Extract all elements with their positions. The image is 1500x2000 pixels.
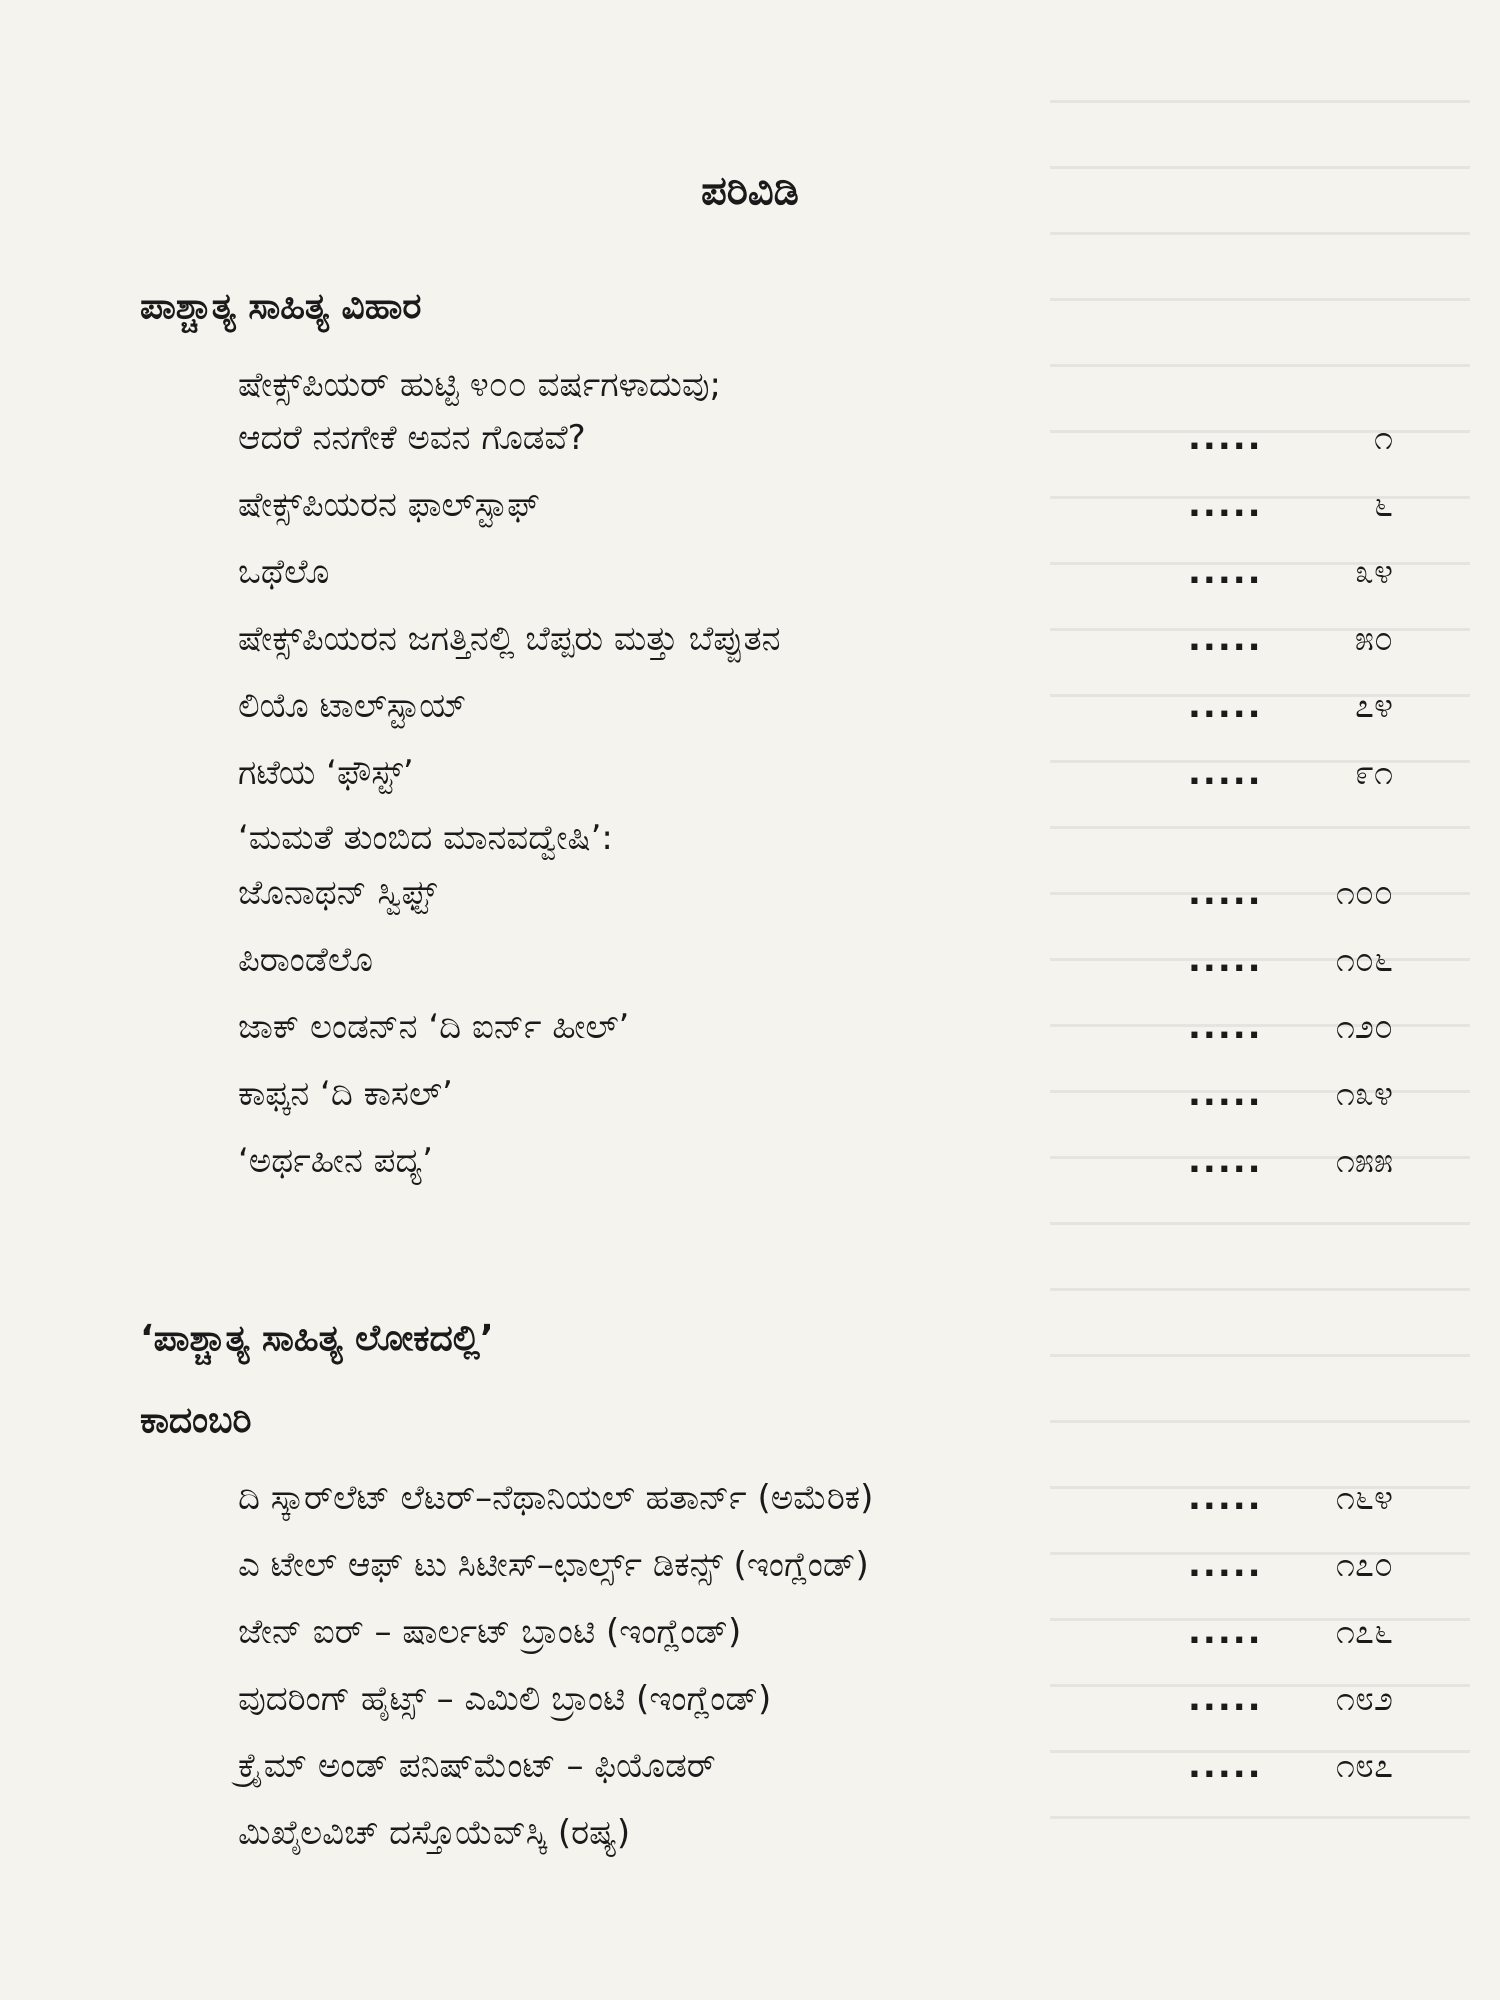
leader-dots: ..... [1188, 1141, 1263, 1181]
entry-line-1: ಷೇಕ್ಸ್‌ಪಿಯರ್ ಹುಟ್ಟಿ ೪೦೦ ವರ್ಷಗಳಾದುವು; [238, 365, 721, 405]
toc-entry [238, 606, 1393, 672]
page-number: ೧೨೦ [1335, 1007, 1393, 1047]
page-number: ೧೭೬ [1335, 1612, 1393, 1652]
entry-title: ಪಿರಾಂಡೆಲೊ [238, 940, 373, 980]
entry-title: ಷೇಕ್ಸ್‌ಪಿಯರನ ಫಾಲ್‌ಸ್ಟಾಫ್ [238, 485, 540, 525]
entry-title: ವುದರಿಂಗ್ ಹೈಟ್ಸ್ – ಎಮಿಲಿ ಬ್ರಾಂಟಿ (ಇಂಗ್ಲೆಂಡ್) [238, 1679, 772, 1719]
toc-entry [238, 1465, 1393, 1531]
toc-entry [238, 1532, 1393, 1598]
page-number: ೬ [1373, 485, 1393, 525]
toc-entry [238, 472, 1393, 538]
leader-dots: ..... [1188, 1746, 1263, 1786]
entry-line-subtitle: ‘ಮಮತೆ ತುಂಬಿದ ಮಾನವದ್ವೇಷಿ’: [238, 818, 613, 858]
leader-dots: ..... [1188, 485, 1263, 525]
toc-entry [238, 1061, 1393, 1127]
entry-title: ಒಥೆಲೊ [238, 552, 330, 592]
page-number: ೧೫೫ [1335, 1141, 1393, 1181]
entry-title: ಕಾಫ್ಕನ ‘ದಿ ಕಾಸಲ್’ [238, 1074, 453, 1114]
leader-dots: ..... [1188, 619, 1263, 659]
toc-entry [238, 740, 1393, 806]
leader-dots: ..... [1188, 1478, 1263, 1518]
entry-title: ಜಾಕ್ ಲಂಡನ್‌ನ ‘ದಿ ಐರ್ನ್ ಹೀಲ್’ [238, 1007, 630, 1047]
page-number: ೩೪ [1354, 552, 1393, 592]
entry-title: ಷೇಕ್ಸ್‌ಪಿಯರನ ಜಗತ್ತಿನಲ್ಲಿ ಬೆಪ್ಪರು ಮತ್ತು ಬೆಪ್ಪುತನ [238, 619, 781, 659]
entry-line-continuation: ಮಿಖೈಲವಿಚ್ ದಸ್ತೊಯೆವ್‌ಸ್ಕಿ (ರಷ್ಯ) [238, 1813, 631, 1853]
entry-title: ಜೇನ್ ಐರ್ – ಷಾರ್ಲಟ್ ಬ್ರಾಂಟಿ (ಇಂಗ್ಲೆಂಡ್) [238, 1612, 742, 1652]
entry-title: ‘ಅರ್ಥಹೀನ ಪದ್ಯ’ [238, 1141, 433, 1181]
toc-entry [238, 1666, 1393, 1732]
page-number: ೧೩೪ [1335, 1074, 1393, 1114]
toc-entry [238, 1733, 1393, 1799]
toc-entry [238, 860, 1393, 926]
page-number: ೧೭೦ [1335, 1545, 1393, 1585]
toc-entry [238, 405, 1393, 471]
leader-dots: ..... [1188, 1007, 1263, 1047]
leader-dots: ..... [1188, 1074, 1263, 1114]
leader-dots: ..... [1188, 873, 1263, 913]
toc-entry [238, 994, 1393, 1060]
entry-title: ಜೊನಾಥನ್ ಸ್ವಿಫ್ಟ್ [238, 873, 437, 913]
entry-title: ದಿ ಸ್ಕಾರ್‌ಲೆಟ್ ಲೆಟರ್–ನೆಥಾನಿಯಲ್ ಹತಾರ್ನ್ (ಅಮೆರಿಕ) [238, 1478, 874, 1518]
section-heading-western-literature-world: ‘ಪಾಶ್ಚಾತ್ಯ ಸಾಹಿತ್ಯ ಲೋಕದಲ್ಲಿ’ [140, 1318, 494, 1359]
leader-dots: ..... [1188, 940, 1263, 980]
toc-entry [238, 539, 1393, 605]
entry-title: ಲಿಯೊ ಟಾಲ್‌ಸ್ಟಾಯ್ [238, 686, 467, 726]
page-number: ೭೪ [1354, 686, 1393, 726]
leader-dots: ..... [1188, 1679, 1263, 1719]
toc-entry [238, 673, 1393, 739]
section-heading-western-literature: ಪಾಶ್ಚಾತ್ಯ ಸಾಹಿತ್ಯ ವಿಹಾರ [140, 286, 422, 327]
entry-title: ಎ ಟೇಲ್ ಆಫ್ ಟು ಸಿಟೀಸ್–ಛಾರ್ಲ್ಸ್ ಡಿಕನ್ಸ್ (ಇಂಗ್ಲೆಂಡ್) [238, 1545, 869, 1585]
leader-dots: ..... [1188, 418, 1263, 458]
page-number: ೧೦೦ [1335, 873, 1393, 913]
page-number: ೫೦ [1354, 619, 1393, 659]
toc-entry [238, 927, 1393, 993]
leader-dots: ..... [1188, 1612, 1263, 1652]
page-number: ೧೦೬ [1335, 940, 1393, 980]
leader-dots: ..... [1188, 552, 1263, 592]
page-number: ೧೬೪ [1335, 1478, 1393, 1518]
section-heading-novel: ಕಾದಂಬರಿ [140, 1400, 252, 1441]
leader-dots: ..... [1188, 1545, 1263, 1585]
entry-title: ಗಟೆಯ ‘ಫೌಸ್ಟ್’ [238, 753, 414, 793]
entry-title: ಕ್ರೈಮ್ ಅಂಡ್ ಪನಿಷ್‌ಮೆಂಟ್ – ಫಿಯೊಡರ್ [238, 1746, 716, 1786]
toc-entry [238, 1128, 1393, 1194]
leader-dots: ..... [1188, 753, 1263, 793]
page-number: ೧೮೨ [1335, 1679, 1393, 1719]
page-title: ಪರಿವಿಡಿ [701, 168, 799, 214]
toc-entry [238, 1599, 1393, 1665]
page-number: ೧೮೭ [1335, 1746, 1393, 1786]
page-number: ೯೧ [1354, 753, 1393, 793]
page-number: ೧ [1373, 418, 1393, 458]
leader-dots: ..... [1188, 686, 1263, 726]
entry-title: ಆದರೆ ನನಗೇಕೆ ಅವನ ಗೊಡವೆ? [238, 418, 586, 458]
